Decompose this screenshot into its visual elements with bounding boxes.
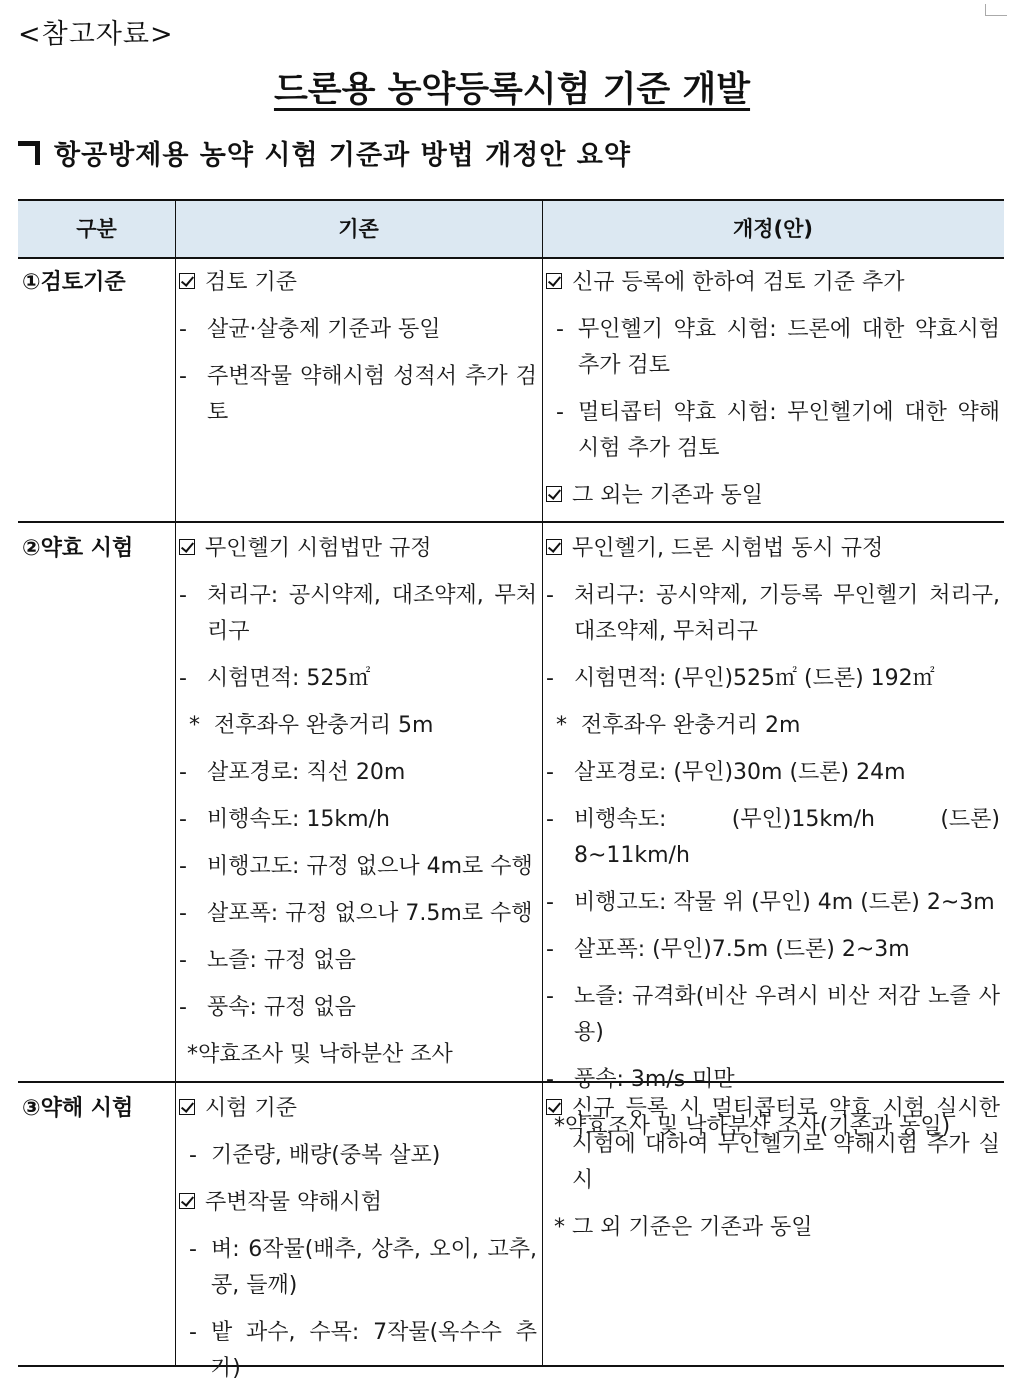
- comparison-table: [18, 199, 1004, 1381]
- item-text: 전후좌우 완충거리 2m: [581, 713, 801, 738]
- list-item: [546, 932, 1000, 968]
- list-item: [546, 708, 1000, 744]
- row-category-efficacy: ②약효 시험: [22, 536, 134, 561]
- item-marker: -: [546, 807, 554, 832]
- item-marker: -: [546, 984, 554, 1009]
- check-item: [546, 531, 1000, 567]
- list-item: [179, 1232, 537, 1304]
- item-marker: -: [189, 1320, 197, 1345]
- item-marker: -: [546, 1067, 554, 1092]
- item-text: 벼: 6작물(배추, 상추, 오이, 고추, 콩, 들깨): [210, 1237, 537, 1298]
- item-marker: -: [179, 948, 187, 973]
- item-text: 멀티콥터 약효 시험: 무인헬기에 대한 약해시험 추가 검토: [577, 400, 1000, 461]
- list-item: [179, 578, 537, 650]
- check-item: [546, 1091, 1000, 1199]
- list-item: [179, 1138, 537, 1174]
- row-category-phytotoxicity: ③약해 시험: [22, 1096, 134, 1121]
- item-text: 기준량, 배량(중복 살포): [210, 1143, 441, 1168]
- check-marker: [546, 1091, 572, 1199]
- check-item: [179, 531, 537, 567]
- check-item: [179, 1091, 537, 1127]
- checkbox-icon: [179, 539, 195, 555]
- check-item: [546, 265, 1000, 301]
- corner-mark: [985, 4, 1007, 16]
- check-item: [546, 478, 1000, 514]
- list-item: [179, 802, 537, 838]
- note-text: * 그 외 기준은 기존과 동일: [554, 1215, 813, 1240]
- row-divider: [18, 257, 1004, 259]
- item-marker: -: [179, 760, 187, 785]
- list-item: [179, 312, 537, 348]
- item-text: 노즐: 규격화(비산 우려시 비산 저감 노즐 사용): [573, 984, 1000, 1045]
- list-item: [546, 312, 1000, 384]
- list-item: [546, 979, 1000, 1051]
- item-marker: -: [556, 400, 564, 425]
- item-text: 처리구: 공시약제, 기등록 무인헬기 처리구, 대조약제, 무처리구: [573, 583, 1000, 644]
- item-text: 노즐: 규정 없음: [206, 948, 356, 973]
- check-item-text: 무인헬기, 드론 시험법 동시 규정: [572, 536, 884, 561]
- checkbox-icon: [546, 273, 562, 289]
- item-marker: -: [179, 807, 187, 832]
- checkbox-icon: [546, 486, 562, 502]
- item-marker: -: [179, 364, 187, 389]
- item-text: 전후좌우 완충거리 5m: [214, 713, 434, 738]
- item-text: 비행속도: 15km/h: [206, 807, 390, 832]
- header-category: 구분: [76, 217, 117, 241]
- check-item-text: 그 외는 기존과 동일: [572, 483, 763, 508]
- item-text: 무인헬기 약효 시험: 드론에 대한 약효시험 추가 검토: [577, 317, 1000, 378]
- check-item-text: 무인헬기 시험법만 규정: [205, 536, 432, 561]
- row1-revised-cell: [546, 265, 1000, 525]
- item-text: 살균·살충제 기준과 동일: [206, 317, 441, 342]
- checkbox-icon: [546, 539, 562, 555]
- item-marker: -: [179, 995, 187, 1020]
- item-text: 풍속: 3m/s 미만: [573, 1067, 735, 1092]
- item-text: 풍속: 규정 없음: [206, 995, 356, 1020]
- list-item: [179, 943, 537, 979]
- item-text: 주변작물 약해시험 성적서 추가 검토: [206, 364, 537, 425]
- row-category-review: ①검토기준: [22, 270, 126, 295]
- checkbox-icon: [179, 1193, 195, 1209]
- item-text: 살포경로: (무인)30m (드론) 24m: [573, 760, 906, 785]
- checkbox-icon: [546, 1099, 562, 1115]
- document-title-text: 드론용 농약등록시험 기준 개발: [273, 70, 751, 110]
- item-marker: -: [546, 760, 554, 785]
- list-item: [546, 755, 1000, 791]
- item-text: 비행고도: 규정 없으나 4m로 수행: [206, 854, 533, 879]
- item-marker: -: [546, 890, 554, 915]
- item-text: 살포폭: 규정 없으나 7.5m로 수행: [206, 901, 533, 926]
- row1-existing-cell: [179, 265, 537, 442]
- list-item: [179, 990, 537, 1026]
- header-revised: 개정(안): [732, 217, 814, 241]
- list-item: [179, 755, 537, 791]
- item-marker: -: [546, 583, 554, 608]
- item-marker: -: [179, 583, 187, 608]
- item-text: 처리구: 공시약제, 대조약제, 무처리구: [206, 583, 537, 644]
- item-text: 살포경로: 직선 20m: [206, 760, 406, 785]
- item-text: 시험면적: 525㎡: [206, 666, 371, 691]
- list-item: [179, 896, 537, 932]
- column-divider: [175, 201, 176, 1367]
- section-heading-text: 항공방제용 농약 시험 기준과 방법 개정안 요약: [54, 140, 631, 171]
- item-text: 시험면적: (무인)525㎡ (드론) 192㎡: [573, 666, 935, 691]
- item-marker: *: [556, 713, 567, 738]
- list-item: [546, 661, 1000, 697]
- item-marker: *: [189, 713, 200, 738]
- list-item: [179, 359, 537, 431]
- list-item: [546, 395, 1000, 467]
- reference-label: <참고자료>: [18, 19, 174, 50]
- list-item: [546, 578, 1000, 650]
- row3-existing-cell: [179, 1091, 537, 1386]
- item-marker: -: [546, 937, 554, 962]
- row2-revised-cell: [546, 531, 1000, 1145]
- item-marker: -: [189, 1143, 197, 1168]
- note-text: *약효조사 및 낙하분산 조사: [187, 1042, 453, 1067]
- section-bullet-icon: [18, 141, 40, 165]
- item-marker: -: [179, 666, 187, 691]
- document-title: [0, 62, 1024, 112]
- checkbox-icon: [179, 1099, 195, 1115]
- checkbox-icon: [179, 273, 195, 289]
- section-heading: [18, 133, 631, 172]
- list-item: [546, 802, 1000, 874]
- list-item: [179, 708, 537, 744]
- check-item: [179, 1185, 537, 1221]
- note-text: *약효조사 및 낙하분산 조사(기존과 동일): [554, 1114, 951, 1139]
- item-text: 밭 과수, 수목: 7작물(옥수수 추가): [210, 1320, 537, 1381]
- item-marker: -: [546, 666, 554, 691]
- list-item: [179, 661, 537, 697]
- row2-existing-cell: [179, 531, 537, 1073]
- row3-revised-cell: [546, 1091, 1000, 1246]
- list-item: [179, 849, 537, 885]
- header-existing: 기존: [338, 217, 379, 241]
- check-item-text: 신규 등록에 한하여 검토 기준 추가: [572, 270, 905, 295]
- check-item-text: 시험 기준: [205, 1096, 298, 1121]
- item-text: 살포폭: (무인)7.5m (드론) 2~3m: [573, 937, 910, 962]
- check-item-text: 주변작물 약해시험: [205, 1190, 383, 1215]
- column-divider: [542, 201, 543, 1367]
- item-marker: -: [556, 317, 564, 342]
- item-marker: -: [189, 1237, 197, 1262]
- item-marker: -: [179, 317, 187, 342]
- check-item-text: 신규 등록 시 멀티콥터로 약효 시험 실시한 시험에 대하여 무인헬기로 약해시험 추가 실시: [572, 1096, 1000, 1193]
- item-marker: -: [179, 901, 187, 926]
- check-item: [179, 265, 537, 301]
- item-text: 비행속도: (무인)15km/h (드론) 8~11km/h: [573, 807, 1000, 868]
- item-text: 비행고도: 작물 위 (무인) 4m (드론) 2~3m: [573, 890, 995, 915]
- list-item: [179, 1315, 537, 1386]
- list-item: [546, 885, 1000, 921]
- item-marker: -: [179, 854, 187, 879]
- check-item-text: 검토 기준: [205, 270, 298, 295]
